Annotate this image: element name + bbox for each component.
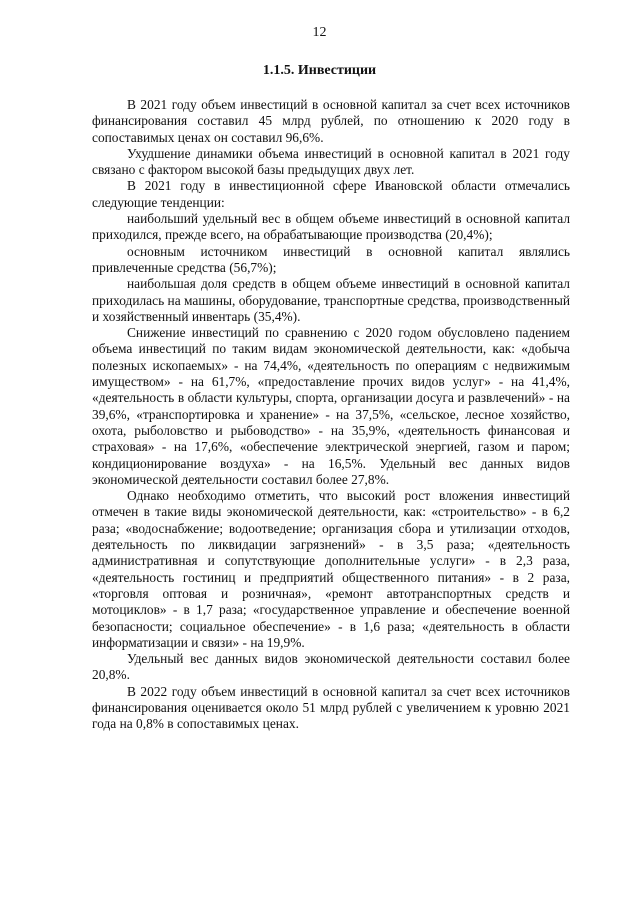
paragraph: Однако необходимо отметить, что высокий рост вложения инвестиций отмечен в такие виды экономической деятельности, как: «строительство» - в 6,2 раза; «водоснабжение; водоотведение; организация сбора и утилизации отходов, деятельность по ликвидации загрязнений» - в 3,5 раза; «деятельность административная и сопутствующие дополнительные услуги» - в 2,3 раза, «деятельность гостиниц и предприятий общественного питания» - в 2 раза, «торговля оптовая и розничная», «ремонт автотранспортных средств и мотоциклов» - в 1,7 раза; «государственное управление и обеспечение военной безопасности; социальное обеспечение» - в 1,6 раза; «деятельность в области информатизации и связи» - на 19,9%. — [92, 488, 570, 650]
paragraph: Ухудшение динамики объема инвестиций в основной капитал в 2021 году связано с фактором высокой базы предыдущих двух лет. — [92, 145, 570, 178]
document-body — [92, 97, 570, 733]
paragraph: Снижение инвестиций по сравнению с 2020 годом обусловлено падением объема инвестиций по таким видам экономической деятельности, как: «добыча полезных ископаемых» - на 74,4%, «деятельность по операциям с недвижимым имуществом» - на 61,7%, «предоставление прочих видов услуг» - на 41,4%, «деятельность в области культуры, спорта, организации досуга и развлечений» - на 39,6%, «транспортировка и хранение» - на 37,5%, «сельское, лесное хозяйство, охота, рыболовство и рыбоводство» - на 35,9%, «деятельность финансовая и страховая» - на 17,6%, «обеспечение электрической энергией, газом и паром; кондиционирование воздуха» - на 16,5%. Удельный вес данных видов экономической деятельности составил более 27,8%. — [92, 325, 570, 487]
paragraph: наибольшая доля средств в общем объеме инвестиций в основной капитал приходилась на машины, оборудование, транспортные средства, производственный и хозяйственный инвентарь (35,4%). — [92, 276, 570, 324]
paragraph: Удельный вес данных видов экономической деятельности составил более 20,8%. — [92, 651, 570, 683]
page-number: 12 — [312, 25, 327, 40]
paragraph: В 2022 году объем инвестиций в основной капитал за счет всех источников финансирования оценивается около 51 млрд рублей с увеличением к уровню 2021 года на 0,8% в сопоставимых ценах. — [92, 683, 570, 732]
paragraph: основным источником инвестиций в основной капитал являлись привлеченные средства (56,7%); — [92, 243, 570, 275]
paragraph: В 2021 году объем инвестиций в основной капитал за счет всех источников финансирования составил 45 млрд рублей, по отношению к 2020 году в сопоставимых ценах он составил 96,6%. — [92, 97, 570, 145]
paragraph: В 2021 году в инвестиционной сфере Ивановской области отмечались следующие тенденции: — [92, 178, 570, 210]
section-heading: 1.1.5. Инвестиции — [262, 63, 377, 78]
paragraph: наибольший удельный вес в общем объеме инвестиций в основной капитал приходился, прежде всего, на обрабатывающие производства (20,4%); — [92, 211, 570, 243]
